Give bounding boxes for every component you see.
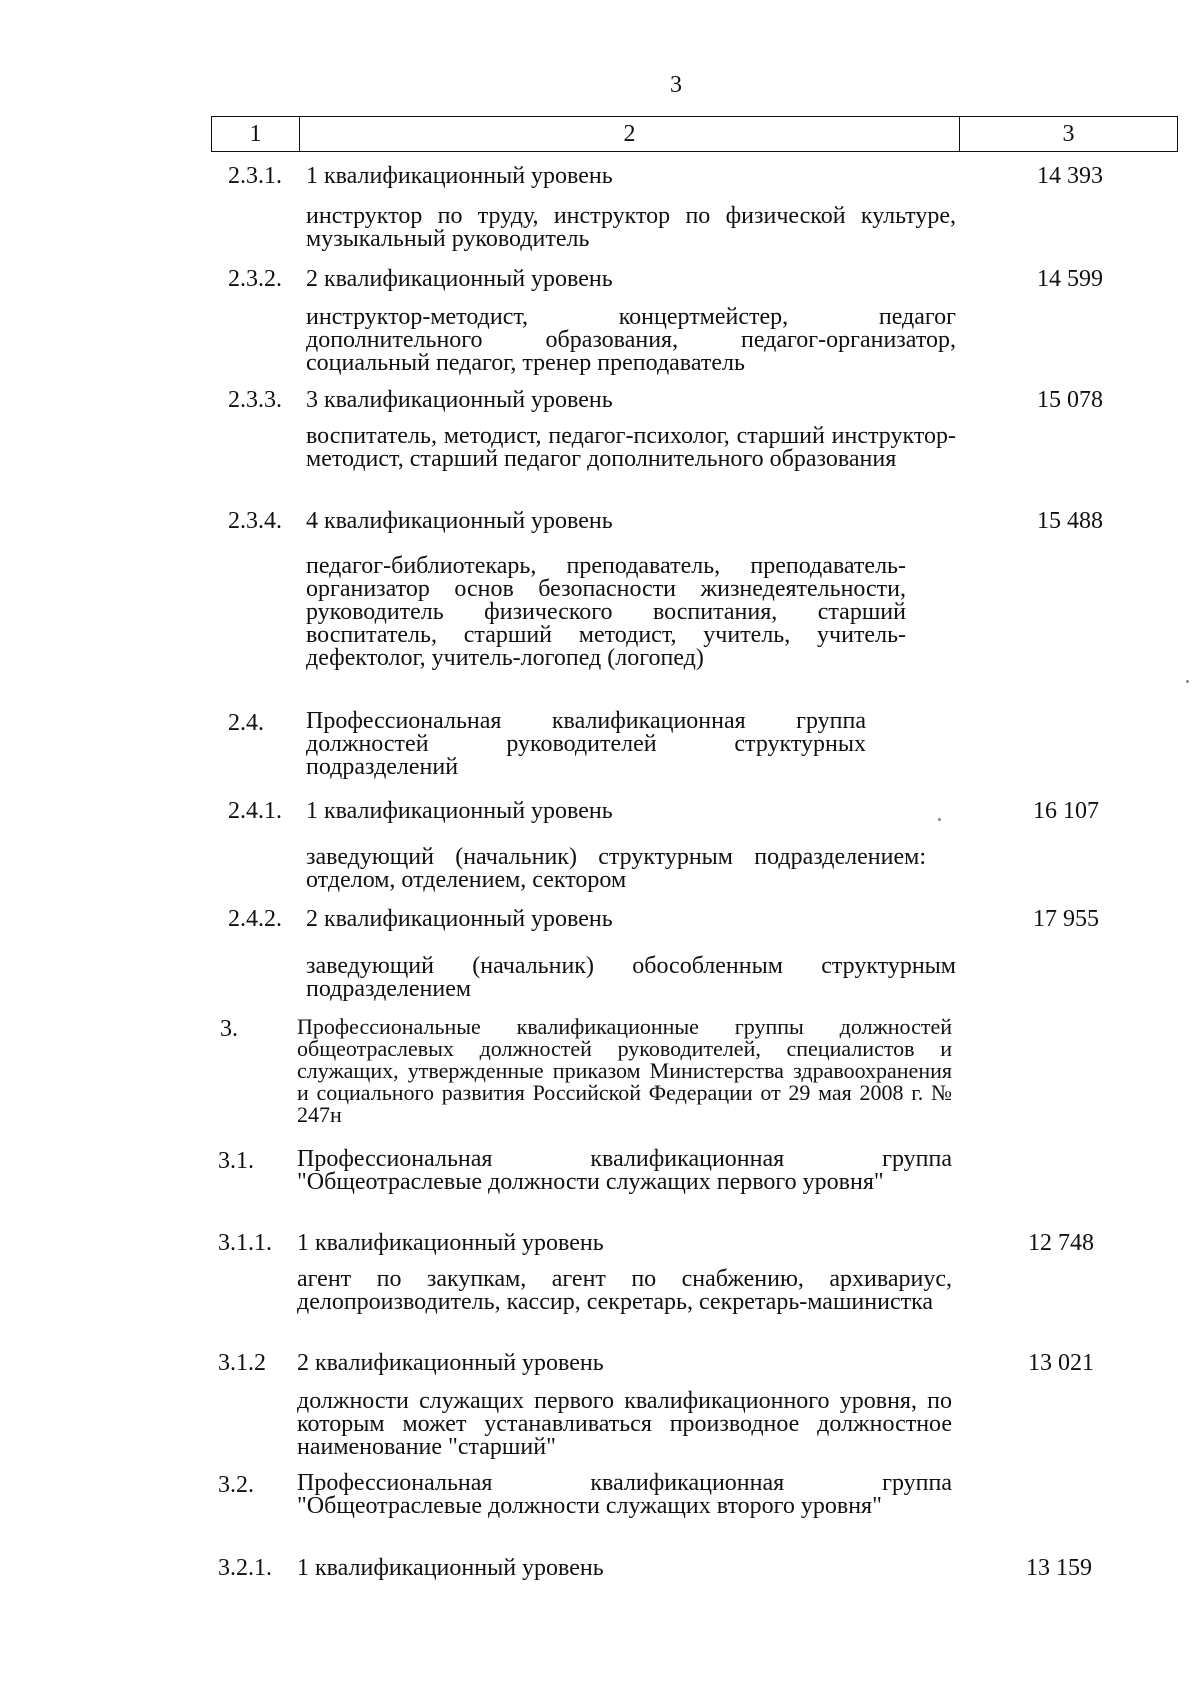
row-level-label: 1 квалификационный уровень bbox=[297, 1555, 604, 1581]
row-number: 2.3.3. bbox=[228, 387, 282, 413]
row-salary: 12 748 bbox=[1028, 1230, 1094, 1256]
row-level-label: 3 квалификационный уровень bbox=[306, 387, 613, 413]
row-number: 2.4.2. bbox=[228, 906, 282, 932]
group-title: Профессиональная квалификационная группа "Общеотраслевые должности служащих второго уровня" bbox=[297, 1470, 952, 1519]
header-col-2: 2 bbox=[300, 117, 960, 151]
header-col-3: 3 bbox=[1062, 120, 1075, 147]
row-salary: 14 393 bbox=[1037, 163, 1103, 189]
row-number: 3.1.1. bbox=[218, 1230, 272, 1256]
group-title: Профессиональные квалификационные группы должностей общеотраслевых должностей руководителей, специалистов и служащих, утвержденные приказом Министерства здравоохранения и социального развития Российской Федерации от 29 мая 2008 г. № 247н bbox=[297, 1014, 952, 1127]
row-number: 3. bbox=[220, 1016, 238, 1042]
row-description: педагог-библиотекарь, преподаватель, преподаватель-организатор основ безопасности жизнедеятельности, руководитель физического воспитания, старший воспитатель, старший методист, учитель, учитель-дефектолог, учитель-логопед (логопед) bbox=[306, 553, 906, 671]
row-number: 3.2. bbox=[218, 1472, 254, 1498]
row-level-label: 1 квалификационный уровень bbox=[306, 163, 613, 189]
row-salary: 15 488 bbox=[1037, 508, 1103, 534]
row-number: 3.1. bbox=[218, 1148, 254, 1174]
table-header bbox=[211, 116, 1178, 152]
header-col-1: 1 bbox=[212, 117, 300, 151]
row-number: 2.4. bbox=[228, 710, 264, 736]
row-level-label: 2 квалификационный уровень bbox=[306, 906, 613, 932]
scan-speck bbox=[938, 818, 941, 821]
row-salary: 13 021 bbox=[1028, 1350, 1094, 1376]
row-description: инструктор по труду, инструктор по физической культуре, музыкальный руководитель bbox=[306, 203, 956, 252]
row-description: заведующий (начальник) обособленным структурным подразделением bbox=[306, 953, 956, 1002]
row-number: 2.3.4. bbox=[228, 508, 282, 534]
row-level-label: 4 квалификационный уровень bbox=[306, 508, 613, 534]
row-salary: 17 955 bbox=[1033, 906, 1099, 932]
row-description: заведующий (начальник) структурным подразделением: отделом, отделением, сектором bbox=[306, 844, 926, 893]
row-number: 2.4.1. bbox=[228, 798, 282, 824]
row-level-label: 2 квалификационный уровень bbox=[306, 266, 613, 292]
row-description: воспитатель, методист, педагог-психолог, старший инструктор-методист, старший педагог дополнительного образования bbox=[306, 423, 956, 472]
page-number: 3 bbox=[670, 72, 682, 98]
row-description: инструктор-методист, концертмейстер, педагог дополнительного образования, педагог-организатор, социальный педагог, тренер преподаватель bbox=[306, 304, 956, 376]
group-title: Профессиональная квалификационная группа "Общеотраслевые должности служащих первого уровня" bbox=[297, 1146, 952, 1195]
row-salary: 13 159 bbox=[1026, 1555, 1092, 1581]
group-title: Профессиональная квалификационная группа должностей руководителей структурных подразделений bbox=[306, 708, 866, 780]
row-salary: 14 599 bbox=[1037, 266, 1103, 292]
row-salary: 16 107 bbox=[1033, 798, 1099, 824]
row-number: 3.1.2 bbox=[218, 1350, 266, 1376]
scan-speck bbox=[1186, 680, 1189, 683]
row-number: 3.2.1. bbox=[218, 1555, 272, 1581]
row-description: агент по закупкам, агент по снабжению, архивариус, делопроизводитель, кассир, секретарь, секретарь-машинистка bbox=[297, 1266, 952, 1315]
row-level-label: 1 квалификационный уровень bbox=[297, 1230, 604, 1256]
row-level-label: 2 квалификационный уровень bbox=[297, 1350, 604, 1376]
row-level-label: 1 квалификационный уровень bbox=[306, 798, 613, 824]
row-salary: 15 078 bbox=[1037, 387, 1103, 413]
row-description: должности служащих первого квалификационного уровня, по которым может устанавливаться производное должностное наименование "старший" bbox=[297, 1388, 952, 1460]
row-number: 2.3.1. bbox=[228, 163, 282, 189]
row-number: 2.3.2. bbox=[228, 266, 282, 292]
